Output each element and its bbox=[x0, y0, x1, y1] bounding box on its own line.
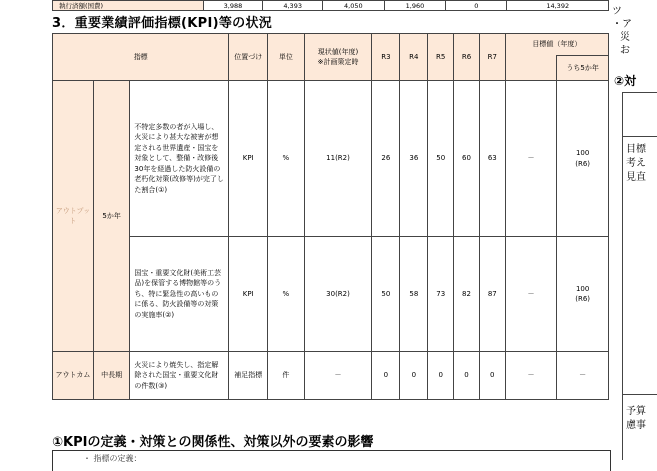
target-cell: － bbox=[505, 352, 557, 400]
right-text: ツ bbox=[612, 6, 622, 17]
unit-cell: % bbox=[268, 81, 305, 237]
five-year-target-cell bbox=[557, 81, 609, 237]
target-cell: － bbox=[505, 237, 557, 352]
right-box bbox=[622, 92, 657, 137]
year-value-cell: 0 bbox=[372, 352, 400, 400]
category-cell: アウトカム bbox=[53, 352, 94, 400]
right-text: 考え bbox=[626, 158, 646, 169]
current-value-cell: － bbox=[304, 352, 372, 400]
header-current-note: ※計画策定時 bbox=[317, 58, 359, 66]
header-position: 位置づけ bbox=[229, 34, 268, 81]
position-cell: KPI bbox=[229, 81, 268, 237]
header-target-blank bbox=[505, 56, 557, 81]
value-cell: 0 bbox=[446, 1, 507, 11]
right-text: 目標 bbox=[626, 144, 646, 155]
year-value-cell: 63 bbox=[479, 81, 505, 237]
header-year: R7 bbox=[479, 34, 505, 81]
five-year-target-year: (R6) bbox=[575, 295, 591, 303]
indicator-description: 不特定多数の者が入場し、火災により甚大な被害が想定される世界遺産・国宝を対象として、整備・改修後30年を経過した防火設備の老朽化対策(改修等)が完了した割合(①) bbox=[130, 81, 229, 237]
header-year: R5 bbox=[428, 34, 454, 81]
unit-cell: % bbox=[268, 237, 305, 352]
year-value-cell: 82 bbox=[454, 237, 480, 352]
five-year-target-cell: － bbox=[557, 352, 609, 400]
right-panel bbox=[612, 0, 657, 460]
bottom-section-title: ①KPIの定義・対策との関係性、対策以外の要素の影響 bbox=[52, 435, 374, 450]
row-label: 執行済額(国費) bbox=[53, 1, 204, 11]
term-cell: 中長期 bbox=[93, 352, 130, 400]
value-cell: 4,393 bbox=[263, 1, 323, 11]
year-value-cell: 26 bbox=[372, 81, 400, 237]
target-cell: － bbox=[505, 81, 557, 237]
year-value-cell: 0 bbox=[400, 352, 428, 400]
year-value-cell: 36 bbox=[400, 81, 428, 237]
right-text: お bbox=[620, 45, 630, 56]
position-cell: KPI bbox=[229, 237, 268, 352]
category-cell: アウトプット bbox=[53, 81, 94, 352]
position-cell: 補足指標 bbox=[229, 352, 268, 400]
previous-table-row bbox=[52, 0, 609, 11]
right-text: ・ア bbox=[612, 19, 632, 30]
right-text: 災 bbox=[620, 32, 630, 43]
definition-text: ・ 指標の定義： bbox=[83, 454, 142, 463]
five-year-target-value: 100 bbox=[575, 149, 590, 157]
indicator-description: 火災により焼失し、指定解除された国宝・重要文化財の件数(③) bbox=[130, 352, 229, 400]
definition-box bbox=[52, 450, 611, 471]
year-value-cell: 87 bbox=[479, 237, 505, 352]
five-year-target-year: (R6) bbox=[575, 159, 591, 168]
five-year-target-value: 100 bbox=[575, 284, 590, 293]
current-value-cell: 30(R2) bbox=[304, 237, 372, 352]
header-current bbox=[304, 34, 372, 81]
header-unit: 単位 bbox=[268, 34, 305, 81]
right-text: 慮事 bbox=[626, 420, 646, 431]
header-year: R4 bbox=[400, 34, 428, 81]
right-heading: ②対 bbox=[614, 74, 637, 88]
right-text: 見直 bbox=[626, 172, 646, 183]
unit-cell: 件 bbox=[268, 352, 305, 400]
indicator-description: 国宝・重要文化財(美術工芸品)を保管する博物館等のうち、特に緊急性の高いものに係る、防火設備等の対策の実施率(②) bbox=[130, 237, 229, 352]
year-value-cell: 50 bbox=[372, 237, 400, 352]
year-value-cell: 50 bbox=[428, 81, 454, 237]
header-year: R3 bbox=[372, 34, 400, 81]
header-indicator: 指標 bbox=[53, 34, 229, 81]
year-value-cell: 0 bbox=[428, 352, 454, 400]
year-value-cell: 0 bbox=[454, 352, 480, 400]
section-title: 3．重要業績評価指標(KPI)等の状況 bbox=[52, 16, 273, 31]
year-value-cell: 58 bbox=[400, 237, 428, 352]
term-cell: 5か年 bbox=[93, 81, 130, 352]
year-value-cell: 60 bbox=[454, 81, 480, 237]
value-cell: 14,392 bbox=[507, 1, 609, 11]
header-year: R6 bbox=[454, 34, 480, 81]
kpi-table bbox=[52, 33, 609, 400]
header-current-label: 現状値(年度) bbox=[317, 47, 359, 56]
right-text: 予算 bbox=[626, 406, 646, 417]
five-year-target-cell bbox=[557, 237, 609, 352]
header-target: 目標値（年度） bbox=[505, 34, 608, 56]
value-cell: 1,960 bbox=[384, 1, 446, 11]
header-five-year: うち5か年 bbox=[557, 56, 609, 81]
current-value-cell: 11(R2) bbox=[304, 81, 372, 237]
right-box bbox=[622, 136, 657, 395]
year-value-cell: 0 bbox=[479, 352, 505, 400]
value-cell: 4,050 bbox=[323, 1, 385, 11]
year-value-cell: 73 bbox=[428, 237, 454, 352]
value-cell: 3,988 bbox=[203, 1, 263, 11]
